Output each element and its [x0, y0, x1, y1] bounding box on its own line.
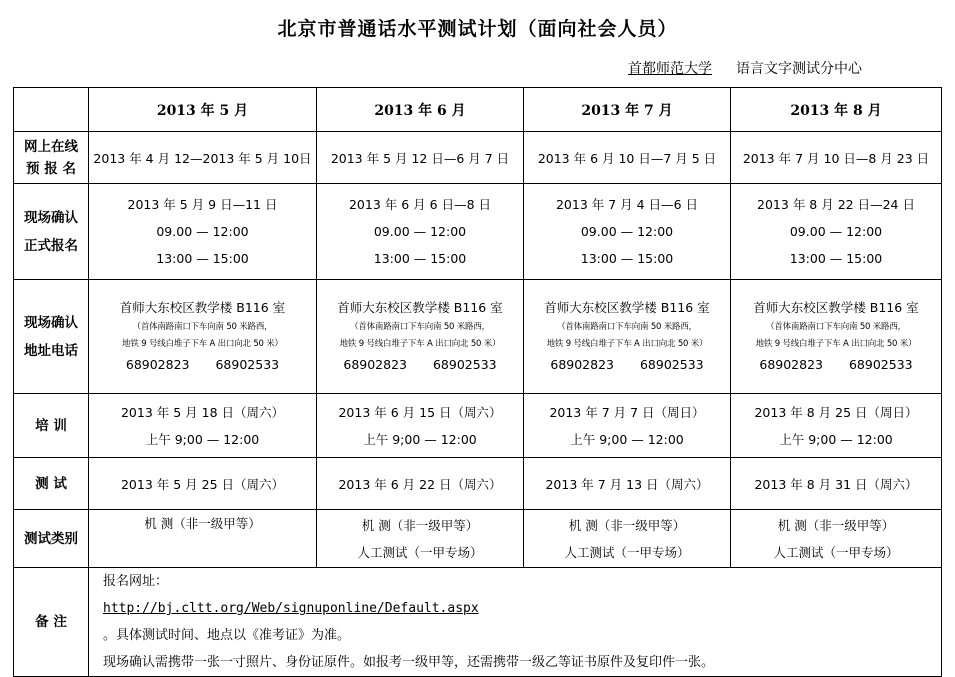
month-header: 2013 年 7 月 — [524, 88, 731, 132]
month-header: 2013 年 5 月 — [89, 88, 317, 132]
notes-prefix: 报名网址： — [103, 574, 169, 589]
online-cell: 2013 年 6 月 10 日—7 月 5 日 — [524, 132, 731, 184]
category-cell: 机 测（非一级甲等） — [89, 510, 317, 568]
category-cell: 机 测（非一级甲等） 人工测试（一甲专场） — [524, 510, 731, 568]
row-label-confirm: 现场确认 正式报名 — [14, 184, 89, 280]
test-cell: 2013 年 8 月 31 日（周六） — [731, 458, 942, 510]
row-label-category: 测试类别 — [14, 510, 89, 568]
training-cell: 2013 年 5 月 18 日（周六） 上午 9;00 — 12:00 — [89, 394, 317, 458]
test-row — [14, 458, 942, 510]
test-cell: 2013 年 7 月 13 日（周六） — [524, 458, 731, 510]
training-cell: 2013 年 8 月 25 日（周日） 上午 9;00 — 12:00 — [731, 394, 942, 458]
month-header: 2013 年 6 月 — [317, 88, 524, 132]
header-row — [14, 88, 942, 132]
category-cell: 机 测（非一级甲等） 人工测试（一甲专场） — [731, 510, 942, 568]
notes-row — [14, 568, 942, 677]
confirm-cell: 2013 年 5 月 9 日—11 日 09.00 — 12:00 13:00 — 15:00 — [89, 184, 317, 280]
online-cell: 2013 年 7 月 10 日—8 月 23 日 — [731, 132, 942, 184]
signup-link[interactable]: http://bj.cltt.org/Web/signuponline/Default.aspx — [103, 601, 479, 616]
confirm-cell: 2013 年 8 月 22 日—24 日 09.00 — 12:00 13:00 — 15:00 — [731, 184, 942, 280]
test-cell: 2013 年 6 月 22 日（周六） — [317, 458, 524, 510]
row-label-online: 网上在线 预 报 名 — [14, 132, 89, 184]
corner-cell — [14, 88, 89, 132]
notes-line-2: 现场确认需携带一张一寸照片、身份证原件。如报考一级甲等，还需携带一级乙等证书原件及复印件一张。 — [103, 655, 715, 670]
training-cell: 2013 年 7 月 7 日（周日） 上午 9;00 — 12:00 — [524, 394, 731, 458]
online-cell: 2013 年 4 月 12—2013 年 5 月 10日 — [89, 132, 317, 184]
address-cell: 首师大东校区教学楼 B116 室 （首体南路南口下车向南 50 米路西， 地铁 9 号线白堆子下车 A 出口向北 50 米） 68902823 68902533 — [524, 280, 731, 394]
row-label-notes: 备 注 — [14, 568, 89, 677]
notes-cell — [89, 568, 942, 677]
month-header: 2013 年 8 月 — [731, 88, 942, 132]
org-name: 首都师范大学 — [628, 61, 712, 77]
training-row — [14, 394, 942, 458]
test-cell: 2013 年 5 月 25 日（周六） — [89, 458, 317, 510]
confirm-cell: 2013 年 6 月 6 日—8 日 09.00 — 12:00 13:00 — 15:00 — [317, 184, 524, 280]
confirm-cell: 2013 年 7 月 4 日—6 日 09.00 — 12:00 13:00 — 15:00 — [524, 184, 731, 280]
category-row — [14, 510, 942, 568]
address-cell: 首师大东校区教学楼 B116 室 （首体南路南口下车向南 50 米路西， 地铁 9 号线白堆子下车 A 出口向北 50 米） 68902823 68902533 — [89, 280, 317, 394]
row-label-training: 培 训 — [14, 394, 89, 458]
category-cell: 机 测（非一级甲等） 人工测试（一甲专场） — [317, 510, 524, 568]
subtitle — [600, 58, 862, 78]
address-row — [14, 280, 942, 394]
address-cell: 首师大东校区教学楼 B116 室 （首体南路南口下车向南 50 米路西， 地铁 9 号线白堆子下车 A 出口向北 50 米） 68902823 68902533 — [317, 280, 524, 394]
page-title: 北京市普通话水平测试计划（面向社会人员） — [277, 18, 678, 40]
online-row — [14, 132, 942, 184]
notes-suffix: 。具体测试时间、地点以《准考证》为准。 — [103, 628, 351, 643]
online-cell: 2013 年 5 月 12 日—6 月 7 日 — [317, 132, 524, 184]
row-label-address: 现场确认 地址电话 — [14, 280, 89, 394]
confirm-row — [14, 184, 942, 280]
row-label-test: 测 试 — [14, 458, 89, 510]
test-plan-table — [13, 87, 942, 677]
training-cell: 2013 年 6 月 15 日（周六） 上午 9;00 — 12:00 — [317, 394, 524, 458]
center-name: 语言文字测试分中心 — [736, 61, 862, 77]
address-cell: 首师大东校区教学楼 B116 室 （首体南路南口下车向南 50 米路西， 地铁 9 号线白堆子下车 A 出口向北 50 米） 68902823 68902533 — [731, 280, 942, 394]
